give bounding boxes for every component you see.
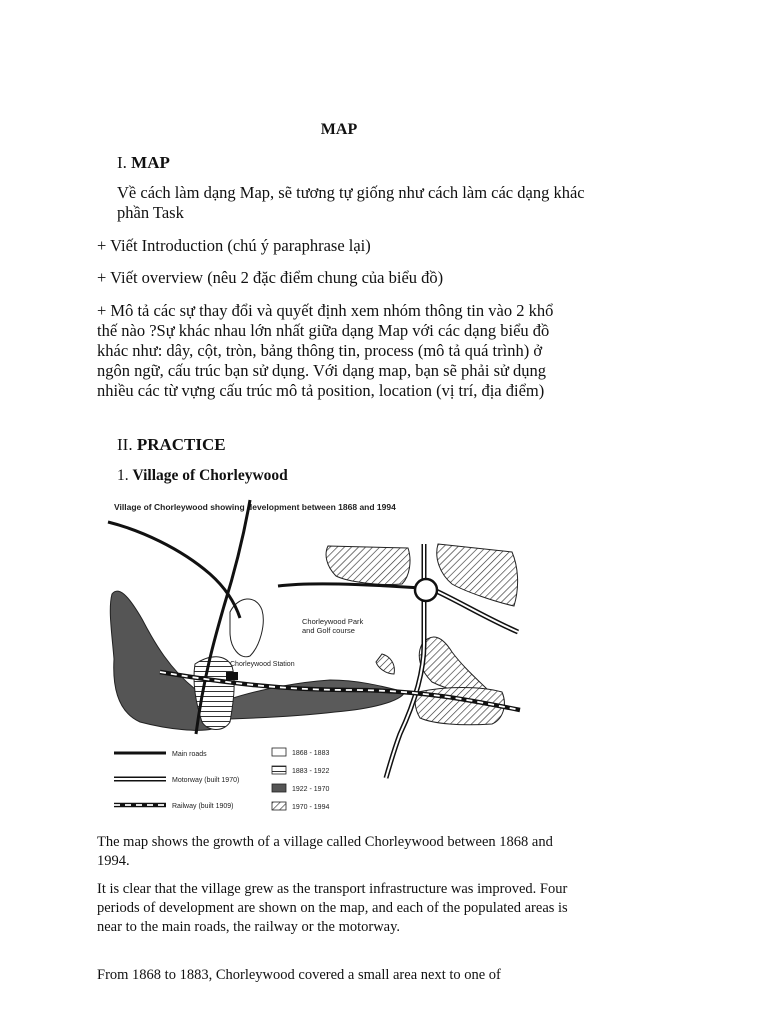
legend-period4-label: 1970 - 1994 bbox=[292, 804, 330, 811]
legend-period1-label: 1868 - 1883 bbox=[292, 750, 330, 757]
section-label: PRACTICE bbox=[136, 435, 226, 454]
section-heading-practice bbox=[117, 435, 226, 455]
area-1970-1994-mid bbox=[376, 654, 394, 674]
intro-paragraph: Về cách làm dạng Map, sẽ tương tự giống như cách làm các dạng khác phần Task bbox=[117, 183, 585, 222]
body-paragraph-intro: The map shows the growth of a village called Chorleywood between 1868 and 1994. bbox=[97, 834, 553, 869]
legend-period3-swatch bbox=[272, 784, 286, 792]
legend-period1-swatch bbox=[272, 748, 286, 756]
section-number: II. bbox=[117, 435, 133, 454]
bullet-overview: + Viết overview (nêu 2 đặc điểm chung của biểu đồ) bbox=[97, 268, 444, 287]
legend-period3-label: 1922 - 1970 bbox=[292, 786, 330, 793]
page-title: MAP bbox=[320, 121, 358, 138]
section-number: I. bbox=[117, 153, 127, 172]
subsection-label: Village of Chorleywood bbox=[132, 467, 288, 484]
chorleywood-map bbox=[100, 494, 530, 824]
legend-period4-swatch bbox=[272, 802, 286, 810]
legend-motorway-label: Motorway (built 1970) bbox=[172, 777, 240, 784]
section-heading-map bbox=[117, 153, 170, 173]
park-label-line1: Chorleywood Park bbox=[302, 617, 364, 626]
subsection-heading bbox=[117, 467, 288, 485]
area-1970-1994-east bbox=[419, 637, 490, 693]
map-caption: Village of Chorleywood showing development between 1868 and 1994 bbox=[114, 502, 396, 512]
area-1970-1994-north-west bbox=[326, 546, 410, 585]
roundabout bbox=[415, 579, 437, 601]
legend-main-roads-label: Main roads bbox=[172, 751, 207, 758]
legend-railway-label: Railway (built 1909) bbox=[172, 803, 234, 810]
station-marker bbox=[226, 672, 238, 680]
bullet-introduction: + Viết Introduction (chú ý paraphrase lại) bbox=[97, 236, 371, 255]
subsection-number: 1. bbox=[117, 467, 129, 484]
bullet-description: + Mô tả các sự thay đổi và quyết định xem nhóm thông tin vào 2 khổ thế nào ?Sự khác nhau lớn nhất giữa dạng Map với các dạng biểu đồ khác như: dây, cột, tròn, bảng thông tin, process (mô tả quá trình) ở ngôn ngữ, cấu trúc bạn sử dụng. Với dạng map, bạn sẽ phải sử dụng nhiều các từ vựng cấu trúc mô tả position, location (vị trí, địa điểm) bbox=[97, 301, 554, 400]
station-label: Chorleywood Station bbox=[230, 661, 295, 668]
legend-period2-swatch bbox=[272, 766, 286, 774]
body-paragraph-overview: It is clear that the village grew as the transport infrastructure was improved. Four periods of development are shown on the map, and each of the populated areas is near to the main roads, the railway or the motorway. bbox=[97, 881, 568, 935]
legend-period2-label: 1883 - 1922 bbox=[292, 768, 330, 775]
section-label: MAP bbox=[131, 153, 170, 172]
park-label-line2: and Golf course bbox=[302, 626, 355, 635]
body-paragraph-detail: From 1868 to 1883, Chorleywood covered a small area next to one of bbox=[97, 967, 501, 983]
